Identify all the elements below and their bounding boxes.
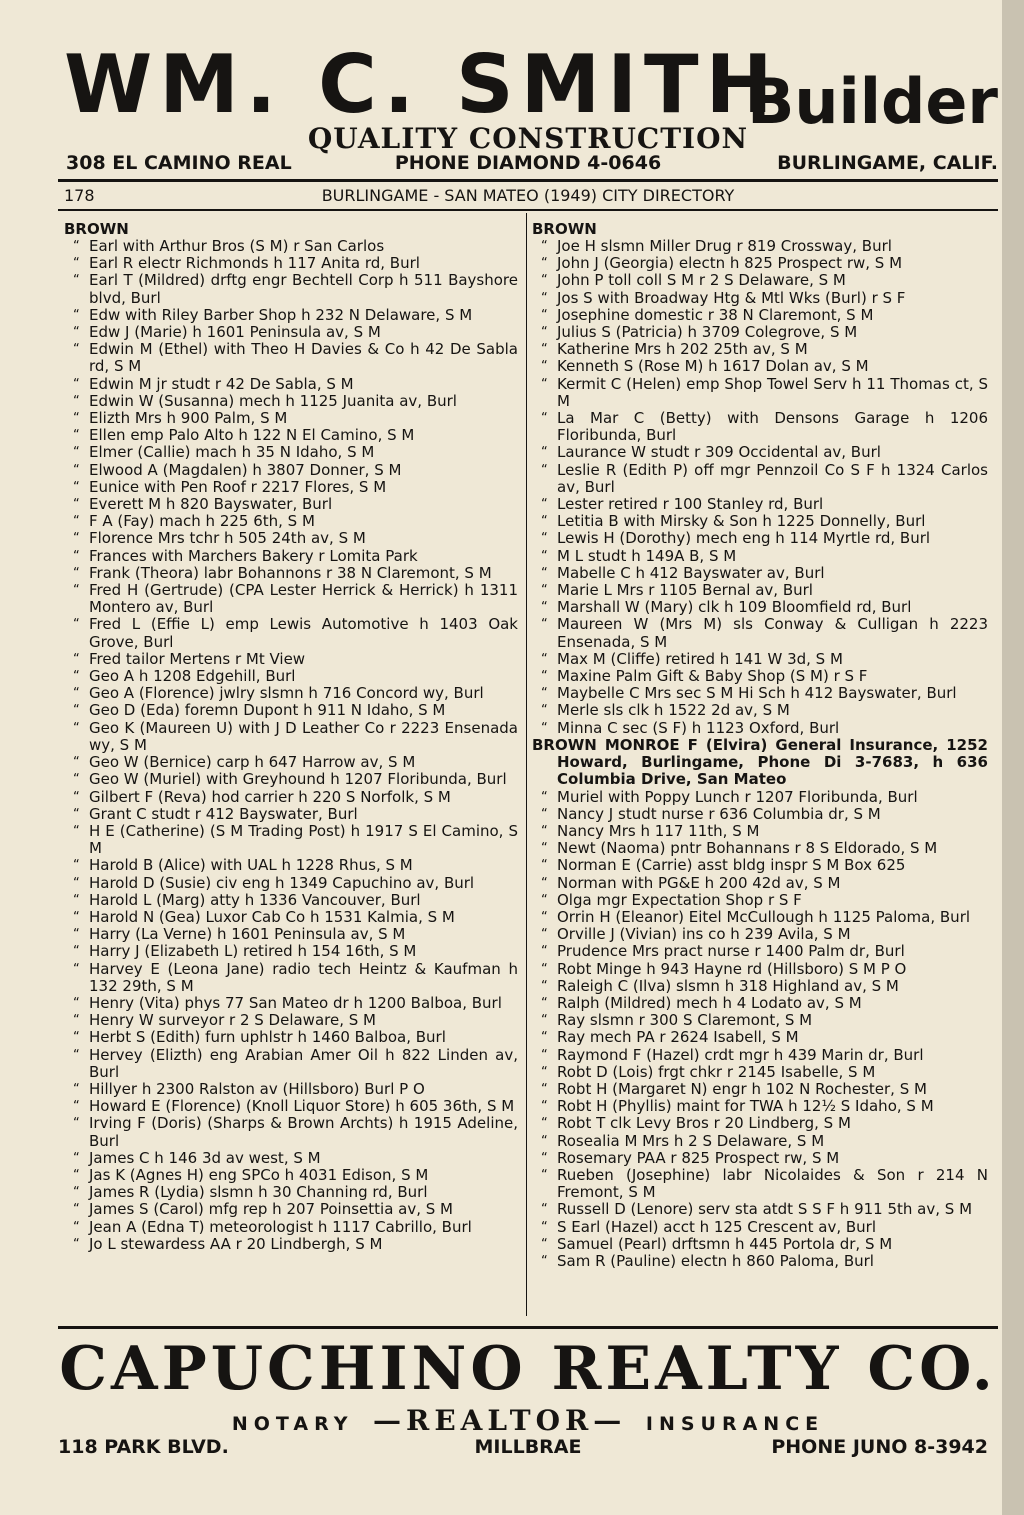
directory-entry: “ Samuel (Pearl) drftsmn h 445 Portola dr, S M (532, 1236, 988, 1253)
directory-entry: “ F A (Fay) mach h 225 6th, S M (64, 513, 518, 530)
directory-entry: “ Robt D (Lois) frgt chkr r 2145 Isabelle, S M (532, 1064, 988, 1081)
directory-entry: “ Jos S with Broadway Htg & Mtl Wks (Burl) r S F (532, 290, 988, 307)
directory-entry: “ Hillyer h 2300 Ralston av (Hillsboro) Burl P O (64, 1081, 518, 1098)
directory-entry: “ Elmer (Callie) mach h 35 N Idaho, S M (64, 444, 518, 461)
directory-entry: “ Lester retired r 100 Stanley rd, Burl (532, 496, 988, 513)
featured-entry-text: BROWN MONROE F (Elvira) General Insurance, 1252 Howard, Burlingame, Phone Di 3-7683, h 636 Columbia Drive, San Mateo (532, 735, 988, 789)
page-number: 178 (64, 186, 95, 205)
directory-entry: “ Nancy J studt nurse r 636 Columbia dr, S M (532, 806, 988, 823)
directory-entry: “ Earl R electr Richmonds h 117 Anita rd, Burl (64, 255, 518, 272)
directory-entry: “ Julius S (Patricia) h 3709 Colegrove, S M (532, 324, 988, 341)
directory-entry: “ Marie L Mrs r 1105 Bernal av, Burl (532, 582, 988, 599)
directory-entry: “ Fred H (Gertrude) (CPA Lester Herrick & Herrick) h 1311 Montero av, Burl (64, 582, 518, 616)
directory-entry: “ Fred L (Effie L) emp Lewis Automotive h 1403 Oak Grove, Burl (64, 616, 518, 650)
directory-entry: “ Harold B (Alice) with UAL h 1228 Rhus, S M (64, 857, 518, 874)
directory-entry: “ S Earl (Hazel) acct h 125 Crescent av, Burl (532, 1219, 988, 1236)
directory-entry: “ Newt (Naoma) pntr Bohannans r 8 S Eldorado, S M (532, 840, 988, 857)
directory-entry: “ Harry (La Verne) h 1601 Peninsula av, S M (64, 926, 518, 943)
footer-advertiser-name: CAPUCHINO REALTY CO. (59, 1334, 997, 1404)
header-rule (58, 179, 998, 182)
directory-entry: “ James S (Carol) mfg rep h 207 Poinsettia av, S M (64, 1201, 518, 1218)
directory-entry: “ Kermit C (Helen) emp Shop Towel Serv h 11 Thomas ct, S M (532, 376, 988, 410)
directory-entry: “ Hervey (Elizth) eng Arabian Amer Oil h 822 Linden av, Burl (64, 1047, 518, 1081)
directory-entry: “ Rosemary PAA r 825 Prospect rw, S M (532, 1150, 988, 1167)
directory-entry: “ Rosealia M Mrs h 2 S Delaware, S M (532, 1133, 988, 1150)
directory-entry: “ Howard E (Florence) (Knoll Liquor Store) h 605 36th, S M (64, 1098, 518, 1115)
directory-entry: “ Geo D (Eda) foremn Dupont h 911 N Idaho, S M (64, 702, 518, 719)
directory-entry: “ Joe H slsmn Miller Drug r 819 Crossway, Burl (532, 238, 988, 255)
directory-entry: “ Eunice with Pen Roof r 2217 Flores, S M (64, 479, 518, 496)
directory-entry: “ Robt H (Margaret N) engr h 102 N Rochester, S M (532, 1081, 988, 1098)
featured-entry (532, 737, 988, 789)
directory-entry: “ John P toll coll S M r 2 S Delaware, S M (532, 272, 988, 289)
directory-entry: “ Jean A (Edna T) meteorologist h 1117 Cabrillo, Burl (64, 1219, 518, 1236)
right-entry-list (532, 238, 988, 737)
directory-entry: “ Olga mgr Expectation Shop r S F (532, 892, 988, 909)
directory-entry: “ Robt H (Phyllis) maint for TWA h 12½ S Idaho, S M (532, 1098, 988, 1115)
column-divider (526, 213, 527, 1316)
footer-services (58, 1404, 998, 1437)
directory-entry: “ Laurance W studt r 309 Occidental av, Burl (532, 444, 988, 461)
directory-entry: “ Elizth Mrs h 900 Palm, S M (64, 410, 518, 427)
directory-entry: “ Harold L (Marg) atty h 1336 Vancouver, Burl (64, 892, 518, 909)
directory-entry: “ La Mar C (Betty) with Densons Garage h 1206 Floribunda, Burl (532, 410, 988, 444)
directory-entry: “ Mabelle C h 412 Bayswater av, Burl (532, 565, 988, 582)
directory-entry: “ Edwin M (Ethel) with Theo H Davies & Co h 42 De Sabla rd, S M (64, 341, 518, 375)
directory-entry: “ Edwin M jr studt r 42 De Sabla, S M (64, 376, 518, 393)
directory-entry: “ Edwin W (Susanna) mech h 1125 Juanita av, Burl (64, 393, 518, 410)
surname-heading: BROWN (532, 220, 597, 238)
directory-entry: “ Raleigh C (Ilva) slsmn h 318 Highland av, S M (532, 978, 988, 995)
directory-entry: “ Florence Mrs tchr h 505 24th av, S M (64, 530, 518, 547)
service-notary: NOTARY (231, 1413, 354, 1435)
directory-entry: “ Maybelle C Mrs sec S M Hi Sch h 412 Bayswater, Burl (532, 685, 988, 702)
directory-entry: “ Kenneth S (Rose M) h 1617 Dolan av, S M (532, 358, 988, 375)
directory-entry: “ Orville J (Vivian) ins co h 239 Avila, S M (532, 926, 988, 943)
running-title: BURLINGAME - SAN MATEO (1949) CITY DIRECTORY (321, 186, 735, 205)
service-insurance: INSURANCE (645, 1413, 825, 1435)
directory-entry: “ Robt Minge h 943 Hayne rd (Hillsboro) S M P O (532, 961, 988, 978)
directory-entry: “ Ellen emp Palo Alto h 122 N El Camino, S M (64, 427, 518, 444)
directory-entry: “ Maxine Palm Gift & Baby Shop (S M) r S F (532, 668, 988, 685)
directory-entry: “ Nancy Mrs h 117 11th, S M (532, 823, 988, 840)
directory-entry: “ H E (Catherine) (S M Trading Post) h 1917 S El Camino, S M (64, 823, 518, 857)
advertiser-phone: PHONE DIAMOND 4-0646 (394, 152, 662, 174)
directory-entry: “ Earl T (Mildred) drftg engr Bechtell Corp h 511 Bayshore blvd, Burl (64, 272, 518, 306)
directory-entry: “ Muriel with Poppy Lunch r 1207 Floribunda, Burl (532, 789, 988, 806)
directory-entry: “ Geo W (Muriel) with Greyhound h 1207 Floribunda, Burl (64, 771, 518, 788)
directory-entry: “ Norman E (Carrie) asst bldg inspr S M Box 625 (532, 857, 988, 874)
footer-city: MILLBRAE (474, 1436, 582, 1458)
directory-entry: “ James C h 146 3d av west, S M (64, 1150, 518, 1167)
directory-entry: “ Marshall W (Mary) clk h 109 Bloomfield rd, Burl (532, 599, 988, 616)
right-entry-list-continued (532, 789, 988, 1271)
directory-entry: “ Frances with Marchers Bakery r Lomita Park (64, 548, 518, 565)
advertiser-name: WM. C. SMITH (64, 38, 780, 131)
directory-entry: “ James R (Lydia) slsmn h 30 Channing rd, Burl (64, 1184, 518, 1201)
directory-entry: “ Katherine Mrs h 202 25th av, S M (532, 341, 988, 358)
left-entry-list (64, 238, 518, 1253)
directory-entry: “ Edw J (Marie) h 1601 Peninsula av, S M (64, 324, 518, 341)
directory-entry: “ Edw with Riley Barber Shop h 232 N Delaware, S M (64, 307, 518, 324)
directory-entry: “ Grant C studt r 412 Bayswater, Burl (64, 806, 518, 823)
directory-entry: “ Geo W (Bernice) carp h 647 Harrow av, S M (64, 754, 518, 771)
directory-entry: “ Henry (Vita) phys 77 San Mateo dr h 1200 Balboa, Burl (64, 995, 518, 1012)
directory-entry: “ Maureen W (Mrs M) sls Conway & Culligan h 2223 Ensenada, S M (532, 616, 988, 650)
directory-entry: “ Harold N (Gea) Luxor Cab Co h 1531 Kalmia, S M (64, 909, 518, 926)
directory-entry: “ M L studt h 149A B, S M (532, 548, 988, 565)
directory-entry: “ Merle sls clk h 1522 2d av, S M (532, 702, 988, 719)
left-column (64, 221, 518, 1253)
page-edge (1002, 0, 1024, 1515)
advertiser-address: 308 EL CAMINO REAL (66, 152, 292, 174)
directory-entry: “ Everett M h 820 Bayswater, Burl (64, 496, 518, 513)
directory-entry: “ Harvey E (Leona Jane) radio tech Heintz & Kaufman h 132 29th, S M (64, 961, 518, 995)
directory-entry: “ Lewis H (Dorothy) mech eng h 114 Myrtle rd, Burl (532, 530, 988, 547)
directory-entry: “ Russell D (Lenore) serv sta atdt S S F h 911 5th av, S M (532, 1201, 988, 1218)
directory-entry: “ Geo A (Florence) jwlry slsmn h 716 Concord wy, Burl (64, 685, 518, 702)
advertiser-trade: Builder (747, 65, 998, 138)
directory-entry: “ Frank (Theora) labr Bohannons r 38 N Claremont, S M (64, 565, 518, 582)
directory-entry: “ Prudence Mrs pract nurse r 1400 Palm dr, Burl (532, 943, 988, 960)
directory-entry: “ Earl with Arthur Bros (S M) r San Carlos (64, 238, 518, 255)
footer-rule (58, 1326, 998, 1329)
directory-entry: “ Rueben (Josephine) labr Nicolaides & Son r 214 N Fremont, S M (532, 1167, 988, 1201)
surname-heading: BROWN (64, 220, 129, 238)
footer-address: 118 PARK BLVD. (58, 1436, 229, 1458)
directory-entry: “ Geo A h 1208 Edgehill, Burl (64, 668, 518, 685)
directory-entry: “ Geo K (Maureen U) with J D Leather Co r 2223 Ensenada wy, S M (64, 720, 518, 754)
directory-entry: “ Ray slsmn r 300 S Claremont, S M (532, 1012, 988, 1029)
directory-entry: “ Jo L stewardess AA r 20 Lindbergh, S M (64, 1236, 518, 1253)
directory-entry: “ Herbt S (Edith) furn uphlstr h 1460 Balboa, Burl (64, 1029, 518, 1046)
directory-entry: “ Sam R (Pauline) electn h 860 Paloma, Burl (532, 1253, 988, 1270)
directory-entry: “ Orrin H (Eleanor) Eitel McCullough h 1125 Paloma, Burl (532, 909, 988, 926)
directory-entry: “ Raymond F (Hazel) crdt mgr h 439 Marin dr, Burl (532, 1047, 988, 1064)
directory-entry: “ Robt T clk Levy Bros r 20 Lindberg, S M (532, 1115, 988, 1132)
directory-entry: “ Letitia B with Mirsky & Son h 1225 Donnelly, Burl (532, 513, 988, 530)
directory-entry: “ Minna C sec (S F) h 1123 Oxford, Burl (532, 720, 988, 737)
directory-entry: “ Max M (Cliffe) retired h 141 W 3d, S M (532, 651, 988, 668)
directory-entry: “ Gilbert F (Reva) hod carrier h 220 S Norfolk, S M (64, 789, 518, 806)
directory-entry: “ Leslie R (Edith P) off mgr Pennzoil Co S F h 1324 Carlos av, Burl (532, 462, 988, 496)
service-realtor: —REALTOR— (373, 1404, 627, 1437)
advertiser-tagline: QUALITY CONSTRUCTION (307, 122, 749, 155)
directory-entry: “ Ralph (Mildred) mech h 4 Lodato av, S M (532, 995, 988, 1012)
footer-phone: PHONE JUNO 8-3942 (771, 1436, 988, 1458)
directory-entry: “ Fred tailor Mertens r Mt View (64, 651, 518, 668)
directory-entry: “ John J (Georgia) electn h 825 Prospect rw, S M (532, 255, 988, 272)
directory-entry: “ Elwood A (Magdalen) h 3807 Donner, S M (64, 462, 518, 479)
directory-entry: “ Henry W surveyor r 2 S Delaware, S M (64, 1012, 518, 1029)
directory-entry: “ Jas K (Agnes H) eng SPCo h 4031 Edison, S M (64, 1167, 518, 1184)
directory-entry: “ Ray mech PA r 2624 Isabell, S M (532, 1029, 988, 1046)
directory-entry: “ Harold D (Susie) civ eng h 1349 Capuchino av, Burl (64, 875, 518, 892)
directory-entry: “ Norman with PG&E h 200 42d av, S M (532, 875, 988, 892)
directory-entry: “ Josephine domestic r 38 N Claremont, S M (532, 307, 988, 324)
right-column (532, 221, 988, 1270)
directory-entry: “ Irving F (Doris) (Sharps & Brown Archts) h 1915 Adeline, Burl (64, 1115, 518, 1149)
advertiser-city: BURLINGAME, CALIF. (777, 152, 998, 174)
directory-entry: “ Harry J (Elizabeth L) retired h 154 16th, S M (64, 943, 518, 960)
title-rule (58, 209, 998, 211)
